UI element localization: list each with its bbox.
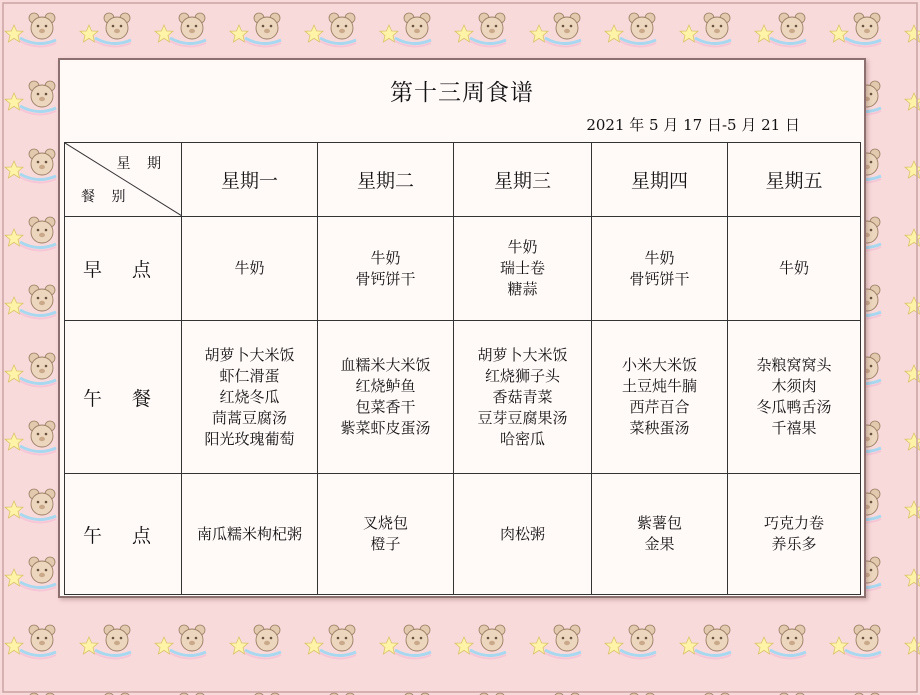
meal-row-snack	[65, 474, 861, 595]
meal-row-lunch	[65, 321, 861, 474]
dish-item: 小米大米饭	[621, 356, 697, 374]
header-row	[65, 143, 861, 217]
day-header: 星期二	[318, 143, 454, 217]
dish-item: 巧克力卷	[763, 514, 824, 532]
date-range: 2021 年 5 月 17 日-5 月 21 日	[586, 116, 800, 134]
day-header: 星期一	[182, 143, 318, 217]
dish-item: 西芹百合	[629, 398, 690, 416]
page-title: 第十三周食谱	[390, 80, 534, 106]
dish-item: 木须肉	[771, 377, 817, 395]
meal-row-breakfast	[65, 217, 861, 321]
dish-item: 茼蒿豆腐汤	[211, 408, 287, 427]
dish-item: 杂粮窝窝头	[756, 356, 832, 374]
menu-cell	[592, 321, 728, 474]
corner-cell	[65, 143, 182, 217]
dish-item: 紫薯包	[636, 514, 682, 532]
dish-item: 菜秧蛋汤	[629, 419, 690, 437]
dish-item: 千禧果	[771, 419, 817, 437]
corner-meal-label: 餐 别	[81, 189, 132, 205]
dish-item: 豆芽豆腐果汤	[477, 408, 568, 427]
day-header: 星期五	[728, 143, 861, 217]
dish-item: 虾仁滑蛋	[219, 366, 280, 385]
menu-cell	[728, 321, 861, 474]
dish-item: 哈密瓜	[499, 429, 545, 448]
corner-day-label: 星 期	[116, 156, 167, 172]
dish-item: 瑞士卷	[499, 259, 545, 277]
dish-item: 牛奶	[234, 259, 265, 277]
menu-cell	[728, 474, 861, 595]
dish-item: 骨钙饼干	[629, 269, 690, 288]
menu-cell	[728, 217, 861, 321]
dish-item: 叉烧包	[362, 514, 408, 532]
weekly-menu-table	[64, 142, 861, 595]
menu-cell	[592, 217, 728, 321]
day-header: 星期四	[592, 143, 728, 217]
menu-cell	[454, 321, 592, 474]
dish-item: 牛奶	[507, 238, 538, 256]
menu-cell	[318, 474, 454, 595]
dish-item: 红烧冬瓜	[219, 387, 280, 406]
menu-cell	[592, 474, 728, 595]
menu-cell	[182, 321, 318, 474]
meal-label: 午 点	[65, 474, 182, 595]
dish-item: 牛奶	[778, 259, 809, 277]
dish-item: 包菜香干	[355, 398, 416, 416]
menu-card	[58, 58, 866, 598]
dish-item: 阳光玫瑰葡萄	[204, 429, 295, 448]
dish-item: 香菇青菜	[492, 387, 553, 406]
meal-label: 早 点	[65, 217, 182, 321]
dish-item: 骨钙饼干	[355, 269, 416, 288]
dish-item: 橙子	[370, 535, 401, 553]
menu-cell	[454, 474, 592, 595]
menu-cell	[318, 321, 454, 474]
dish-item: 南瓜糯米枸杞粥	[196, 524, 302, 543]
dish-item: 血糯米大米饭	[340, 356, 431, 374]
dish-item: 紫菜虾皮蛋汤	[340, 419, 431, 437]
dish-item: 糖蒜	[507, 280, 538, 298]
dish-item: 牛奶	[370, 248, 401, 267]
menu-cell	[182, 217, 318, 321]
dish-item: 胡萝卜大米饭	[204, 345, 295, 364]
day-header: 星期三	[454, 143, 592, 217]
dish-item: 红烧鲈鱼	[355, 377, 416, 395]
dish-item: 肉松粥	[499, 524, 545, 543]
dish-item: 金果	[644, 535, 675, 553]
meal-label: 午 餐	[65, 321, 182, 474]
menu-cell	[454, 217, 592, 321]
dish-item: 养乐多	[771, 535, 817, 553]
menu-cell	[318, 217, 454, 321]
dish-item: 牛奶	[644, 248, 675, 267]
dish-item: 冬瓜鸭舌汤	[756, 398, 832, 416]
dish-item: 土豆炖牛腩	[621, 377, 697, 395]
menu-cell	[182, 474, 318, 595]
dish-item: 胡萝卜大米饭	[477, 345, 568, 364]
dish-item: 红烧狮子头	[484, 366, 560, 385]
